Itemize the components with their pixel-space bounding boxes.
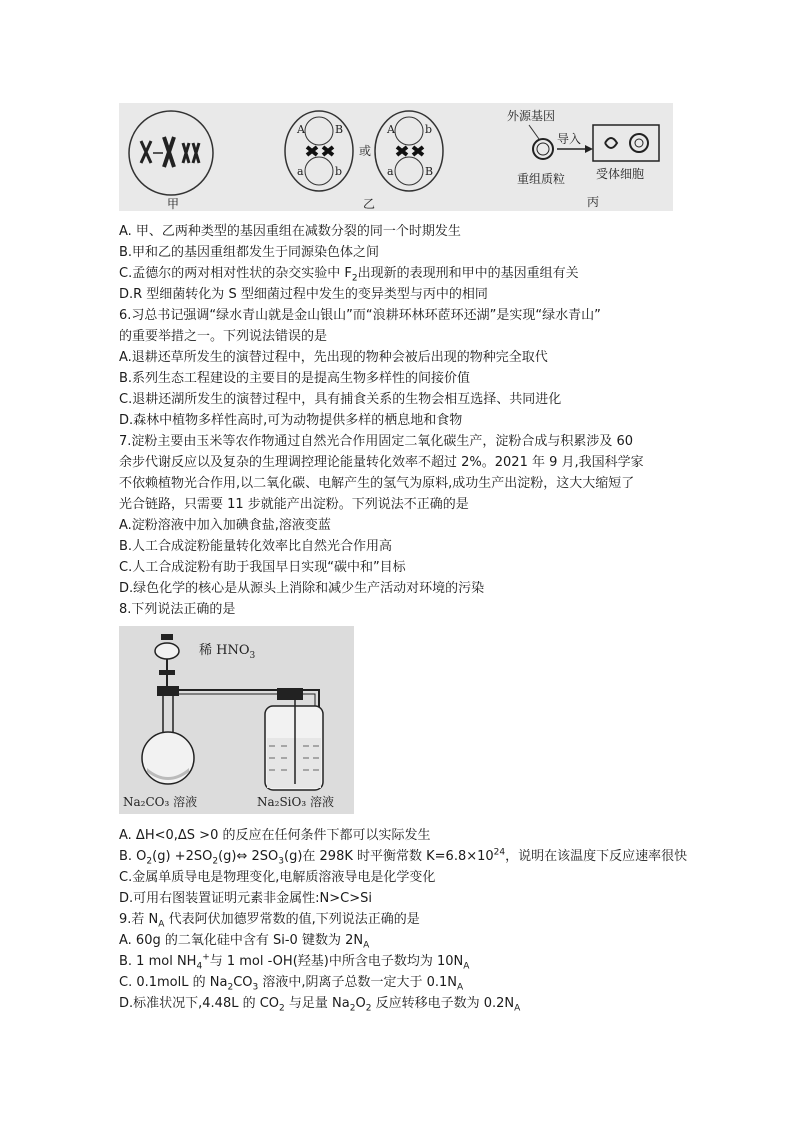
genetics-figure	[119, 103, 673, 211]
label-yi: 乙	[363, 197, 376, 211]
allele-label: a	[387, 165, 394, 178]
label-na2sio3: Na₂SiO₃ 溶液	[257, 795, 334, 809]
allele-label: B	[425, 165, 434, 178]
q7-option-b: B.人工合成淀粉能量转化效率比自然光合作用高	[119, 539, 393, 554]
q6-option-c: C.退耕还湖所发生的演替过程中，具有捕食关系的生物会相互选择、共同进化	[119, 392, 562, 407]
allele-label: A	[387, 123, 395, 136]
allele-label: b	[425, 123, 433, 136]
label-jia: 甲	[167, 197, 180, 211]
allele-label: b	[335, 165, 343, 178]
q7-stem-line2: 余步代谢反应以及复杂的生理调控理论能量转化效率不超过 2%。2021 年 9 月,我国科学家	[119, 455, 644, 470]
q6-option-a: A.退耕还草所发生的演替过程中，先出现的物种会被后出现的物种完全取代	[119, 350, 548, 365]
label-chongzu: 重组质粒	[517, 172, 566, 186]
cell-yi-right-icon	[375, 111, 443, 191]
q7-option-a: A.淀粉溶液中加入加碘食盐,溶液变蓝	[119, 518, 331, 533]
plasmid-icon	[533, 139, 553, 159]
q9-stem: 9.若 $N_A$ 代表阿伏加德罗常数的值,下列说法正确的是	[119, 912, 420, 930]
allele-label: B	[335, 123, 344, 136]
q5-option-b: B.甲和乙的基因重组都发生于同源染色体之间	[119, 245, 380, 260]
label-daoru: 导入	[557, 132, 582, 146]
q7-option-c: C.人工合成淀粉有助于我国早日实现“碳中和”目标	[119, 560, 406, 575]
q9-option-a: A. 60g 的二氧化硅中含有 Si-0 键数为 $2N_A$	[119, 933, 370, 951]
label-na2co3: Na₂CO₃ 溶液	[123, 795, 198, 809]
q9-option-b: B. 1 mol $NH_4^+$与 1 mol -OH(羟基)中所含电子数均为 $10N_A$	[119, 952, 470, 972]
q6-stem-line2: 的重要举措之一。下列说法错误的是	[119, 329, 328, 344]
q7-stem-line4: 光合链路，只需要 11 步就能产出淀粉。下列说法不正确的是	[119, 497, 469, 512]
label-shouti: 受体细胞	[596, 167, 645, 181]
q5-option-c: C.孟德尔的两对相对性状的杂交实验中 $F_2$出现新的表现刑和甲中的基因重组有关	[119, 266, 579, 284]
q9-option-c: C. 0.1molL 的 $Na_2CO_3$ 溶液中,阴离子总数一定大于 $0.1N_A$	[119, 975, 464, 993]
q7-option-d: D.绿色化学的核心是从源头上消除和减少生产活动对环境的污染	[119, 581, 485, 596]
q8-option-c: C.金属单质导电是物理变化,电解质溶液导电是化学变化	[119, 870, 436, 885]
chromosome-icon	[164, 137, 174, 167]
chromosome-icon	[141, 141, 151, 163]
allele-label: A	[297, 123, 305, 136]
label-hno3: 稀 $HNO_3$	[199, 643, 256, 661]
chromosome-icon	[183, 143, 199, 163]
q8-option-d: D.可用右图装置证明元素非金属性:N>C>Si	[119, 891, 372, 906]
q7-stem-line1: 7.淀粉主要由玉米等农作物通过自然光合作用固定二氧化碳生产，淀粉合成与积累涉及 60	[119, 434, 634, 449]
apparatus-figure-svg	[119, 626, 354, 814]
q5-option-a: A. 甲、乙两种类型的基因重组在减数分裂的同一个时期发生	[119, 224, 461, 239]
flask-icon	[142, 732, 194, 784]
label-huo: 或	[359, 144, 372, 158]
q6-option-b: B.系列生态工程建设的主要目的是提高生物多样性的间接价值	[119, 371, 471, 386]
allele-label: a	[297, 165, 304, 178]
q5-option-d: D.R 型细菌转化为 S 型细菌过程中发生的变异类型与丙中的相同	[119, 287, 488, 302]
q9-option-d: D.标准状况下,4.48L 的 $CO_2$ 与足量 $Na_2O_2$ 反应转移电子数为 $0.2N_A$	[119, 996, 521, 1014]
q6-option-d: D.森林中植物多样性高时,可为动物提供多样的栖息地和食物	[119, 413, 463, 428]
label-bing: 丙	[587, 195, 600, 209]
q6-stem-line1: 6.习总书记强调“绿水青山就是金山银山”而“浪耕环林环茝环还湖”是实现“绿水青山”	[119, 308, 601, 323]
q7-stem-line3: 不依赖植物光合作用,以二氧化碳、电解产生的氢气为原料,成功生产出淀粉，这大大缩短了	[119, 476, 635, 491]
funnel-icon	[155, 643, 179, 659]
q8-option-b: B. $O_2(g)$ $+2SO_2(g)\Leftrightarrow$ $2SO_3(g)$在 298K 时平衡常数 $K=6.8\times 10^{24}$，说明在该温度下反应速率很快	[119, 847, 688, 867]
receptor-cell-icon	[593, 125, 659, 161]
q8-option-a: A. ΔH<0,ΔS >0 的反应在任何条件下都可以实际发生	[119, 828, 431, 843]
q8-stem: 8.下列说法正确的是	[119, 602, 236, 617]
genetics-figure-svg	[119, 103, 673, 211]
apparatus-figure	[119, 626, 354, 814]
label-waiyuan: 外源基因	[507, 109, 556, 123]
